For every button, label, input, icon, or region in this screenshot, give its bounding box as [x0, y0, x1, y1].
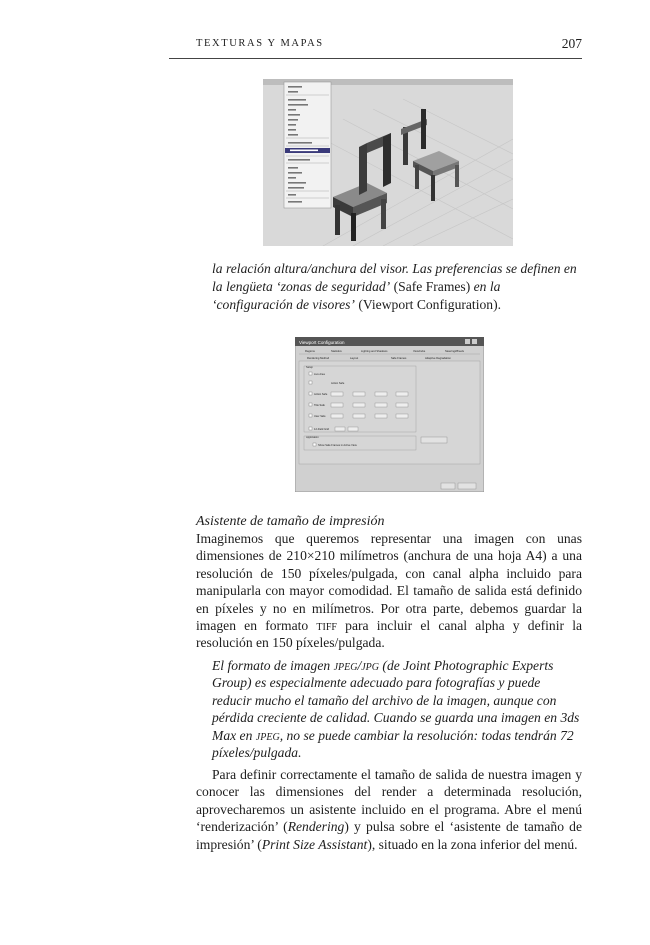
checkbox-title-label: Title Safe — [314, 404, 325, 407]
caption-part3: en la ‘configuración de visores’ — [212, 279, 501, 312]
running-header-title: TEXTURAS Y MAPAS — [196, 38, 324, 49]
tab-layout: Layout — [350, 357, 359, 360]
tab-steeringwheels: SteeringWheels — [445, 350, 464, 353]
tab-adaptive-degradation: Adaptive Degradation — [425, 357, 451, 360]
checkbox-grid-label: 12-Field Grid — [314, 428, 329, 431]
header-rule — [169, 58, 582, 59]
caption-part1: la relación altura/anchura del visor. Las preferencias se definen en la lengüeta ‘zonas de seguridad’ — [212, 261, 577, 294]
tab-rendering-method: Rendering Method — [307, 357, 330, 360]
p2-text-a: Para definir correctamente el tamaño de salida de nuestra imagen y conocer las dimensiones del render a determinada resolución, aprovecharemos un asistente incluido en el programa. Abre el menú ‘renderización’ ( — [196, 767, 582, 835]
tab-regions: Regions — [305, 350, 315, 353]
paragraph-1 — [196, 530, 582, 652]
section-title: Asistente de tamaño de impresión — [196, 514, 385, 529]
note-text-b: (de Joint Photographic Experts Group) es especialmente adecuado para fotografías y puede reducir mucho el tamaño del archivo de la imagen, aunque con pérdida creciente de calidad. Cuando se guarda una imagen en 3ds Max en — [212, 658, 580, 743]
note-jpeg-format: jpeg/jpg — [333, 658, 380, 673]
p2-rendering: Rendering — [287, 819, 345, 835]
viewport-menu-figure — [263, 79, 513, 246]
tab-viewcube: ViewCube — [413, 350, 426, 353]
p1-text-a: Imaginemos que queremos representar una imagen con unas dimensiones de 210×210 milímetros (anchura de una hoja A4) a una resolución de 150 píxeles/pulgada, con canal alpha incluido para manipularla con mayor comodidad. El tamaño de salida está definido en píxeles y no en milímetros. Por otra parte, debemos guardar la imagen en formato — [196, 531, 582, 634]
dialog-figure-svg — [295, 337, 484, 492]
viewport-configuration-figure — [295, 337, 484, 492]
p1-tiff: tiff — [316, 618, 337, 634]
application-label: Application — [306, 436, 319, 439]
dialog-title: Viewport Configuration — [299, 340, 345, 345]
p1-text-b: para incluir el canal alpha y definir la resolución en 150 píxeles/pulgada. — [196, 618, 583, 651]
figure-caption-1 — [212, 260, 582, 314]
viewport-figure-svg — [263, 79, 513, 246]
page-number: 207 — [561, 36, 582, 51]
running-header — [196, 38, 582, 58]
tab-statistics: Statistics — [331, 350, 342, 353]
tab-safe-frames: Safe Frames — [391, 357, 407, 360]
note-text-c: , no se puede cambiar la resolución: todas tendrán 72 píxeles/pulgada. — [212, 727, 574, 761]
p2-print-size-assistant: Print Size Assistant — [261, 836, 368, 852]
checkbox-action-label: Action Safe — [314, 393, 328, 396]
caption-part4: (Viewport Configuration). — [354, 297, 502, 312]
live-area-label: Live Area — [314, 373, 325, 376]
p2-text-b: ) y pulsa sobre el ‘asistente de tamaño de impresión’ ( — [196, 819, 583, 852]
caption-part2: (Safe Frames) — [390, 279, 474, 294]
tab-lighting: Lighting and Shadows — [361, 350, 388, 353]
show-safe-frames-label: Show Safe Frames in Active View — [318, 444, 357, 447]
checkbox-user-label: User Safe — [314, 415, 326, 418]
note-jpeg — [212, 657, 582, 761]
p2-text-c: ), situado en la zona inferior del menú. — [367, 836, 578, 852]
note-jpeg-format-2: jpeg — [255, 727, 280, 743]
action-safe-label: Action Safe — [331, 382, 345, 385]
note-text-a: El formato de imagen — [212, 658, 334, 673]
paragraph-2 — [196, 766, 582, 853]
setup-label: Setup — [306, 366, 313, 369]
